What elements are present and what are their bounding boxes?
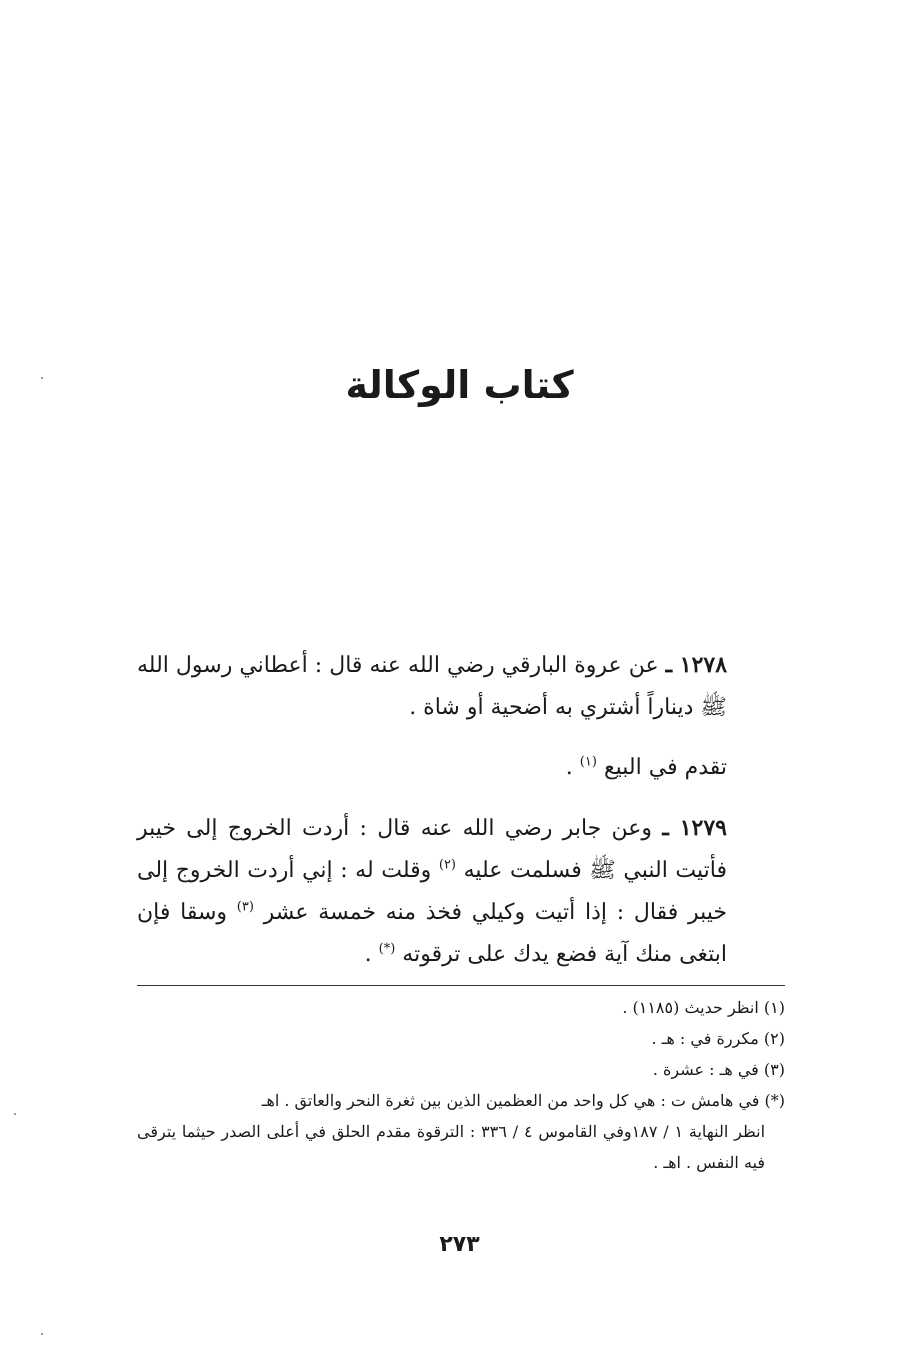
- footnote-ref-1[interactable]: (١): [579, 754, 597, 770]
- footnote-2: (٢) مكررة في : هـ .: [651, 1029, 785, 1048]
- footnote-3: (٣) في هـ : عشرة .: [652, 1060, 785, 1079]
- footnote-ref-2[interactable]: (٢): [438, 857, 456, 873]
- cross-reference-text: تقدم في البيع: [603, 755, 727, 780]
- footnote-divider: [137, 985, 785, 986]
- footnote-star-continuation: انظر النهاية ١ / ١٨٧وفي القاموس ٤ / ٣٣٦ : الترقوة مقدم الحلق في أعلى الصدر حيثما يترقى فيه النفس . اهـ .: [137, 1122, 766, 1172]
- footnote-ref-star[interactable]: (*): [378, 941, 396, 957]
- cross-reference-end: .: [565, 755, 573, 780]
- footnote-star: (*) في هامش ت : هي كل واحد من العظمين الذين بين ثغرة النحر والعاتق . اهـ: [261, 1091, 785, 1110]
- scan-speck: [41, 1333, 43, 1335]
- hadith-text: وسقا فإن ابتغى منك آية فضع يدك على ترقوته: [137, 900, 727, 967]
- footnotes: [137, 992, 785, 1178]
- cross-reference: [137, 747, 785, 789]
- hadith-number: ١٢٧٨ ـ: [665, 652, 728, 678]
- hadith-text: عن عروة البارقي رضي الله عنه قال : أعطاني رسول الله ﷺ ديناراً أشتري به أضحية أو شاة .: [137, 653, 727, 720]
- footnote-ref-3[interactable]: (٣): [236, 899, 254, 915]
- scan-speck: [14, 1113, 16, 1115]
- hadith-number: ١٢٧٩ ـ: [662, 815, 727, 841]
- body-text: [137, 644, 785, 994]
- hadith-text: وقلت له : إني أردت الخروج إلى خيبر فقال : إذا أتيت وكيلي فخذ منه خمسة عشر: [137, 858, 728, 925]
- scan-speck: [41, 377, 43, 379]
- page-number: ٢٧٣: [439, 1232, 480, 1257]
- footnote-1: (١) انظر حديث (١١٨٥) .: [622, 998, 785, 1017]
- hadith-1278: [137, 644, 785, 729]
- hadith-text-end: .: [364, 942, 372, 967]
- chapter-title: كتاب الوكالة: [345, 363, 574, 407]
- hadith-text: وعن جابر رضي الله عنه قال : أردت الخروج إلى خيبر فأتيت النبي ﷺ فسلمت عليه: [137, 816, 728, 883]
- hadith-1279: [137, 807, 785, 976]
